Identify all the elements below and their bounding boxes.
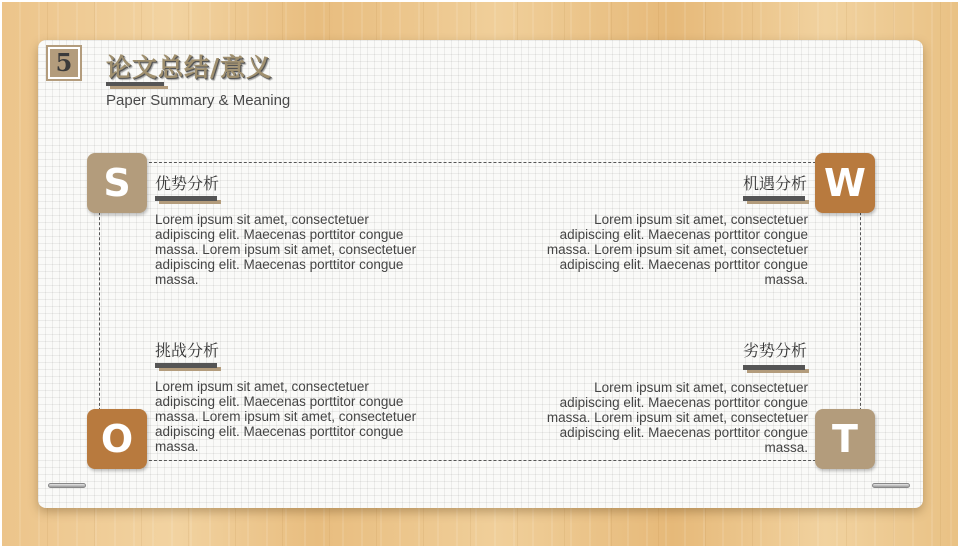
swot-heading-challenges: 挑战分析	[155, 341, 220, 360]
page-subtitle: Paper Summary & Meaning	[106, 92, 291, 109]
swot-heading-weaknesses: 劣势分析	[742, 341, 807, 360]
paper-clip-right	[872, 483, 910, 488]
swot-body-challenges: Lorem ipsum sit amet, consectetuer adipiscing elit. Maecenas porttitor congue massa. Lorem ipsum sit amet, consectetuer adipiscing elit. Maecenas porttitor congue massa.	[155, 379, 417, 454]
heading-underline-dark	[743, 365, 805, 370]
heading-underline-dark	[155, 196, 217, 201]
swot-body-opportunities: Lorem ipsum sit amet, consectetuer adipiscing elit. Maecenas porttitor congue massa. Lorem ipsum sit amet, consectetuer adipiscing elit. Maecenas porttitor congue massa.	[546, 212, 808, 287]
heading-underline-dark	[743, 196, 805, 201]
swot-heading-opportunities: 机遇分析	[742, 174, 807, 193]
swot-letter-t: T	[815, 409, 875, 469]
swot-body-weaknesses: Lorem ipsum sit amet, consectetuer adipiscing elit. Maecenas porttitor congue massa. Lorem ipsum sit amet, consectetuer adipiscing elit. Maecenas porttitor congue massa.	[546, 380, 808, 455]
swot-heading-strengths: 优势分析	[155, 174, 220, 193]
title-underline-tan	[110, 86, 168, 89]
swot-body-strengths: Lorem ipsum sit amet, consectetuer adipiscing elit. Maecenas porttitor congue massa. Lorem ipsum sit amet, consectetuer adipiscing elit. Maecenas porttitor congue massa.	[155, 212, 417, 287]
swot-letter-w: W	[815, 153, 875, 213]
page-title: 论文总结/意义	[106, 53, 273, 82]
section-number-badge: 5	[48, 47, 80, 79]
swot-letter-s: S	[87, 153, 147, 213]
paper-clip-left	[48, 483, 86, 488]
swot-letter-o: O	[87, 409, 147, 469]
heading-underline-dark	[155, 363, 217, 368]
